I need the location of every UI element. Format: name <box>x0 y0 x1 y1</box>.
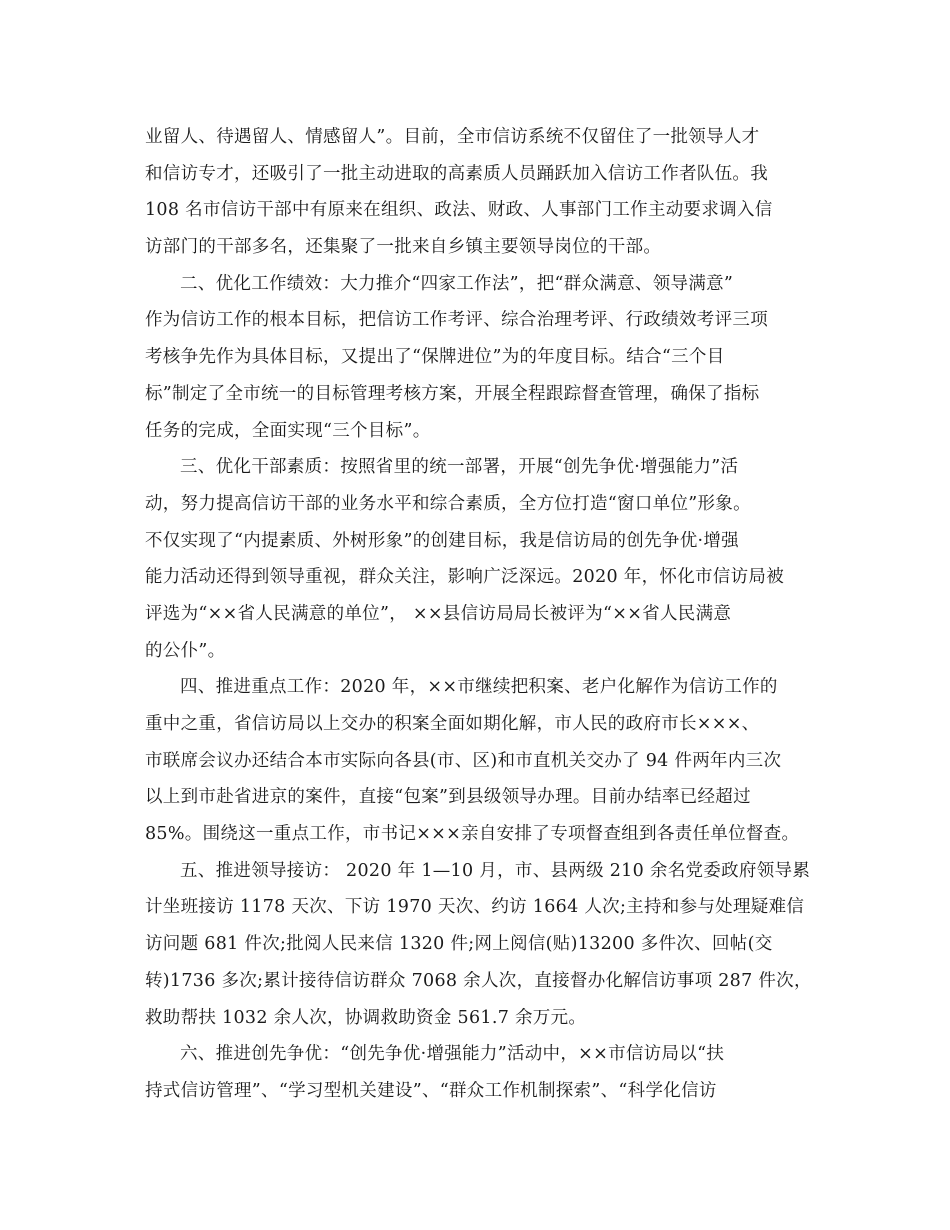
text-line: 计坐班接访 1178 天次、下访 1970 天次、约访 1664 人次;主持和参与处理疑难信 <box>145 897 805 918</box>
text-line: 业留人、待遇留人、情感留人”。目前，全市信访系统不仅留住了一批领导人才 <box>145 127 760 147</box>
text-line: 转)1736 多次;累计接待信访群众 7068 余人次，直接督办化解信访事项 287 件次， <box>145 970 812 991</box>
text-line: 持式信访管理”、“学习型机关建设”、“群众工作机制探索”、“科学化信访 <box>145 1080 717 1101</box>
text-line: 以上到市赴省进京的案件，直接“包案”到县级领导办理。目前办结率已经超过 <box>145 787 751 808</box>
text-line: 救助帮扶 1032 余人次，协调救助资金 561.7 余万元。 <box>145 1007 587 1028</box>
text-line: 动，努力提高信访干部的业务水平和综合素质，全方位打造“窗口单位”形象。 <box>145 493 751 514</box>
text-line: 的公仆”。 <box>145 640 226 661</box>
text-line: 作为信访工作的根本目标，把信访工作考评、综合治理考评、行政绩效考评三项 <box>145 310 768 331</box>
text-line: 市联席会议办还结合本市实际向各县(市、区)和市直机关交办了 94 件两年内三次 <box>145 750 782 771</box>
text-line: 和信访专才，还吸引了一批主动进取的高素质人员踊跃加入信访工作者队伍。我 <box>145 163 768 184</box>
text-line: 108 名市信访干部中有原来在组织、政法、财政、人事部门工作主动要求调入信 <box>145 200 773 221</box>
paragraph-5-first-line: 五、推进领导接访： 2020 年 1—10 月，市、县两级 210 余名党委政府领导累 <box>180 860 811 881</box>
text-line: 任务的完成，全面实现“三个目标”。 <box>145 420 431 441</box>
paragraph-3-first-line: 三、优化干部素质：按照省里的统一部署，开展“创先争优·增强能力”活 <box>180 457 739 478</box>
text-line: 85%。围绕这一重点工作，市书记×××亲自安排了专项督查组到各责任单位督查。 <box>145 824 800 845</box>
text-line: 考核争先作为具体目标，又提出了“保牌进位”为的年度目标。结合“三个目 <box>145 347 725 368</box>
text-line: 标”制定了全市统一的目标管理考核方案，开展全程跟踪督查管理，确保了指标 <box>145 383 760 404</box>
text-line: 不仅实现了“内提素质、外树形象”的创建目标，我是信访局的创先争优·增强 <box>145 530 739 551</box>
text-line: 访部门的干部多名，还集聚了一批来自乡镇主要领导岗位的干部。 <box>145 237 662 258</box>
text-line: 访问题 681 件次;批阅人民来信 1320 件;网上阅信(贴)13200 多件次、回帖(交 <box>145 934 773 955</box>
text-line: 能力活动还得到领导重视，群众关注，影响广泛深远。2020 年，怀化市信访局被 <box>145 567 784 588</box>
text-line: 重中之重，省信访局以上交办的积案全面如期化解，市人民的政府市长×××、 <box>145 714 760 734</box>
paragraph-6-first-line: 六、推进创先争优：“创先争优·增强能力”活动中，××市信访局以“扶 <box>180 1044 725 1065</box>
document-body <box>145 119 825 1110</box>
paragraph-2-first-line: 二、优化工作绩效：大力推介“四家工作法”，把“群众满意、领导满意” <box>180 273 734 294</box>
paragraph-4-first-line: 四、推进重点工作：2020 年，××市继续把积案、老户化解作为信访工作的 <box>180 677 778 698</box>
text-line: 评选为“××省人民满意的单位”， ××县信访局局长被评为“××省人民满意 <box>145 603 732 624</box>
